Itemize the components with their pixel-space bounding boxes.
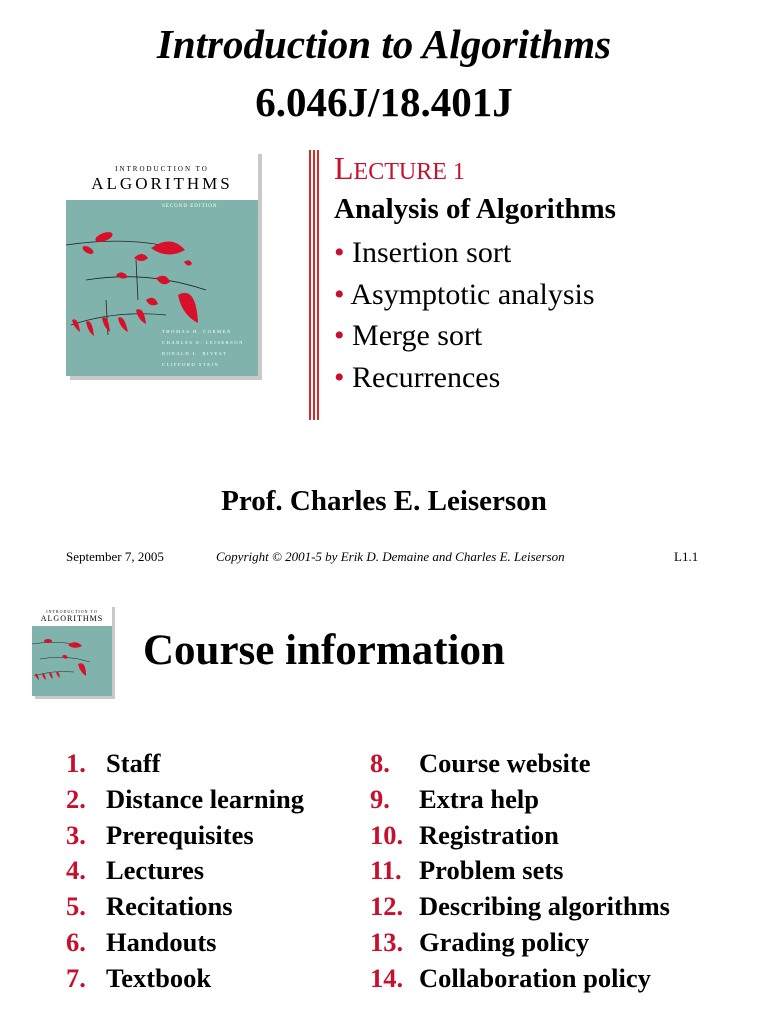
footer-slide-id: L1.1 <box>674 549 699 564</box>
slide-title: Introduction to Algorithms <box>156 21 612 67</box>
list-item: 9. Extra help <box>370 783 539 814</box>
list-item: 2. Distance learning <box>66 783 304 814</box>
lecture-number: LECTURE 1 <box>334 150 465 186</box>
list-item: 7. Textbook <box>66 962 212 993</box>
cover-intro-text: INTRODUCTION TO <box>115 165 209 173</box>
thumb-intro-text: INTRODUCTION TO <box>46 609 98 614</box>
cover-edition-text: SECOND EDITION <box>162 204 218 209</box>
topic-item: • Insertion sort <box>334 236 512 269</box>
cover-authors: THOMAS H. CORMEN CHARLES E. LEISERSON RONALD L. RIVEST CLIFFORD STEIN <box>162 329 244 367</box>
list-item: 5. Recitations <box>66 891 233 922</box>
vertical-divider <box>309 150 319 420</box>
list-item: 12. Describing algorithms <box>370 891 670 922</box>
topic-item: • Recurrences <box>334 360 501 394</box>
list-item: 8. Course website <box>370 748 591 778</box>
course-info-list-left <box>66 748 366 999</box>
footer-copyright: Copyright © 2001-5 by Erik D. Demaine and Charles E. Leiserson <box>216 549 565 564</box>
footer-date: September 7, 2005 <box>66 549 164 564</box>
list-item: 6. Handouts <box>66 926 217 957</box>
course-number: 6.046J/18.401J <box>255 79 513 125</box>
professor-name: Prof. Charles E. Leiserson <box>221 485 547 517</box>
list-item: 14. Collaboration policy <box>370 962 651 993</box>
list-item: 13. Grading policy <box>370 926 590 957</box>
list-item: 3. Prerequisites <box>66 819 254 850</box>
list-item: 4. Lectures <box>66 855 205 886</box>
list-item: 10. Registration <box>370 819 559 850</box>
topic-item: • Asymptotic analysis <box>334 277 595 311</box>
topic-item: • Merge sort <box>334 319 483 352</box>
list-item: 11. Problem sets <box>370 855 564 886</box>
topic-list <box>334 232 595 398</box>
list-item: 1. Staff <box>66 748 161 778</box>
textbook-thumbnail-image <box>32 604 112 696</box>
thumb-title-text: ALGORITHMS <box>40 614 104 623</box>
cover-title-text: ALGORITHMS <box>91 174 233 193</box>
lecture-subtitle: Analysis of Algorithms <box>334 193 616 225</box>
textbook-cover-image <box>66 150 258 376</box>
section-title: Course information <box>143 627 505 674</box>
thumb-mobile-illustration <box>32 604 112 696</box>
course-info-list-right <box>370 748 710 999</box>
